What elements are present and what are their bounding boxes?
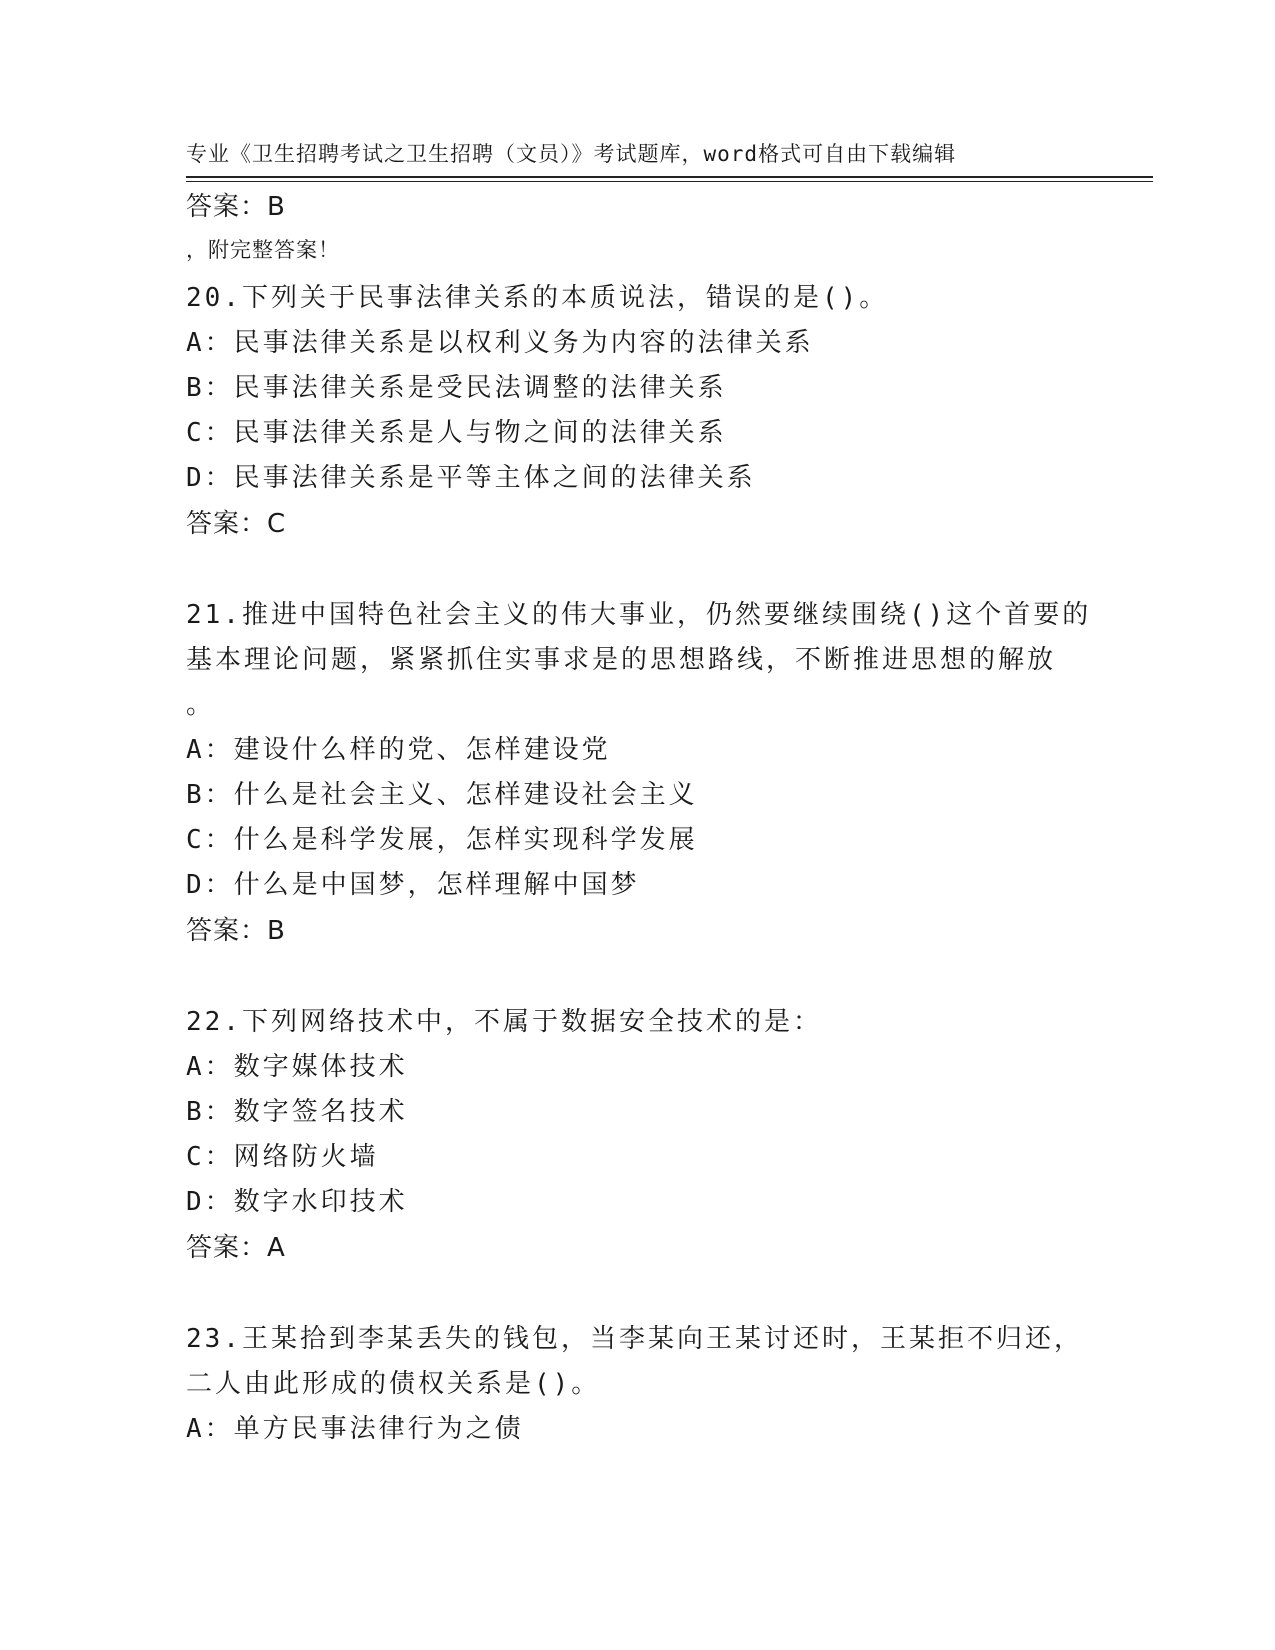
question-stem: 23.王某拾到李某丢失的钱包，当李某向王某讨还时，王某拒不归还， <box>186 1324 1083 1354</box>
option-d: D：数字水印技术 <box>186 1187 408 1217</box>
question-23 <box>186 1317 1086 1452</box>
option-b: B：民事法律关系是受民法调整的法律关系 <box>186 373 727 403</box>
option-c: C：网络防火墙 <box>186 1142 379 1172</box>
question-20 <box>186 276 1086 547</box>
option-d: D：什么是中国梦，怎样理解中国梦 <box>186 870 640 900</box>
option-c: C：什么是科学发展，怎样实现科学发展 <box>186 825 698 855</box>
header-line-2: ，附完整答案！ <box>186 238 340 262</box>
header-divider-thin <box>186 181 1153 182</box>
header-divider-thick <box>186 176 1153 178</box>
question-22 <box>186 1000 1086 1271</box>
spacer <box>186 1271 1086 1317</box>
option-a: A：数字媒体技术 <box>186 1052 408 1082</box>
option-a: A：民事法律关系是以权利义务为内容的法律关系 <box>186 328 814 358</box>
question-stem: 基本理论问题，紧紧抓住实事求是的思想路线，不断推进思想的解放 <box>186 645 1057 675</box>
question-stem: 22.下列网络技术中，不属于数据安全技术的是： <box>186 1007 822 1037</box>
answer: 答案：C <box>186 509 287 539</box>
option-a: A：建设什么样的党、怎样建设党 <box>186 735 611 765</box>
question-stem: 21.推进中国特色社会主义的伟大事业，仍然要继续围绕()这个首要的 <box>186 600 1092 630</box>
spacer <box>186 230 1086 276</box>
spacer <box>186 547 1086 593</box>
question-list <box>186 184 1092 1452</box>
answer: 答案：A <box>186 1233 286 1263</box>
question-stem: 20.下列关于民事法律关系的本质说法，错误的是()。 <box>186 283 889 313</box>
question-stem: 二人由此形成的债权关系是()。 <box>186 1369 601 1399</box>
option-a: A：单方民事法律行为之债 <box>186 1414 524 1444</box>
answer-previous: 答案：B <box>186 192 286 222</box>
spacer <box>186 954 1086 1000</box>
header-line-1: 专业《卫生招聘考试之卫生招聘（文员）》考试题库，word格式可自由下载编辑 <box>186 142 957 166</box>
option-d: D：民事法律关系是平等主体之间的法律关系 <box>186 463 756 493</box>
option-b: B：数字签名技术 <box>186 1097 408 1127</box>
option-b: B：什么是社会主义、怎样建设社会主义 <box>186 780 698 810</box>
answer: 答案：B <box>186 916 286 946</box>
option-c: C：民事法律关系是人与物之间的法律关系 <box>186 418 727 448</box>
question-stem: 。 <box>186 690 216 720</box>
question-21 <box>186 593 1092 954</box>
